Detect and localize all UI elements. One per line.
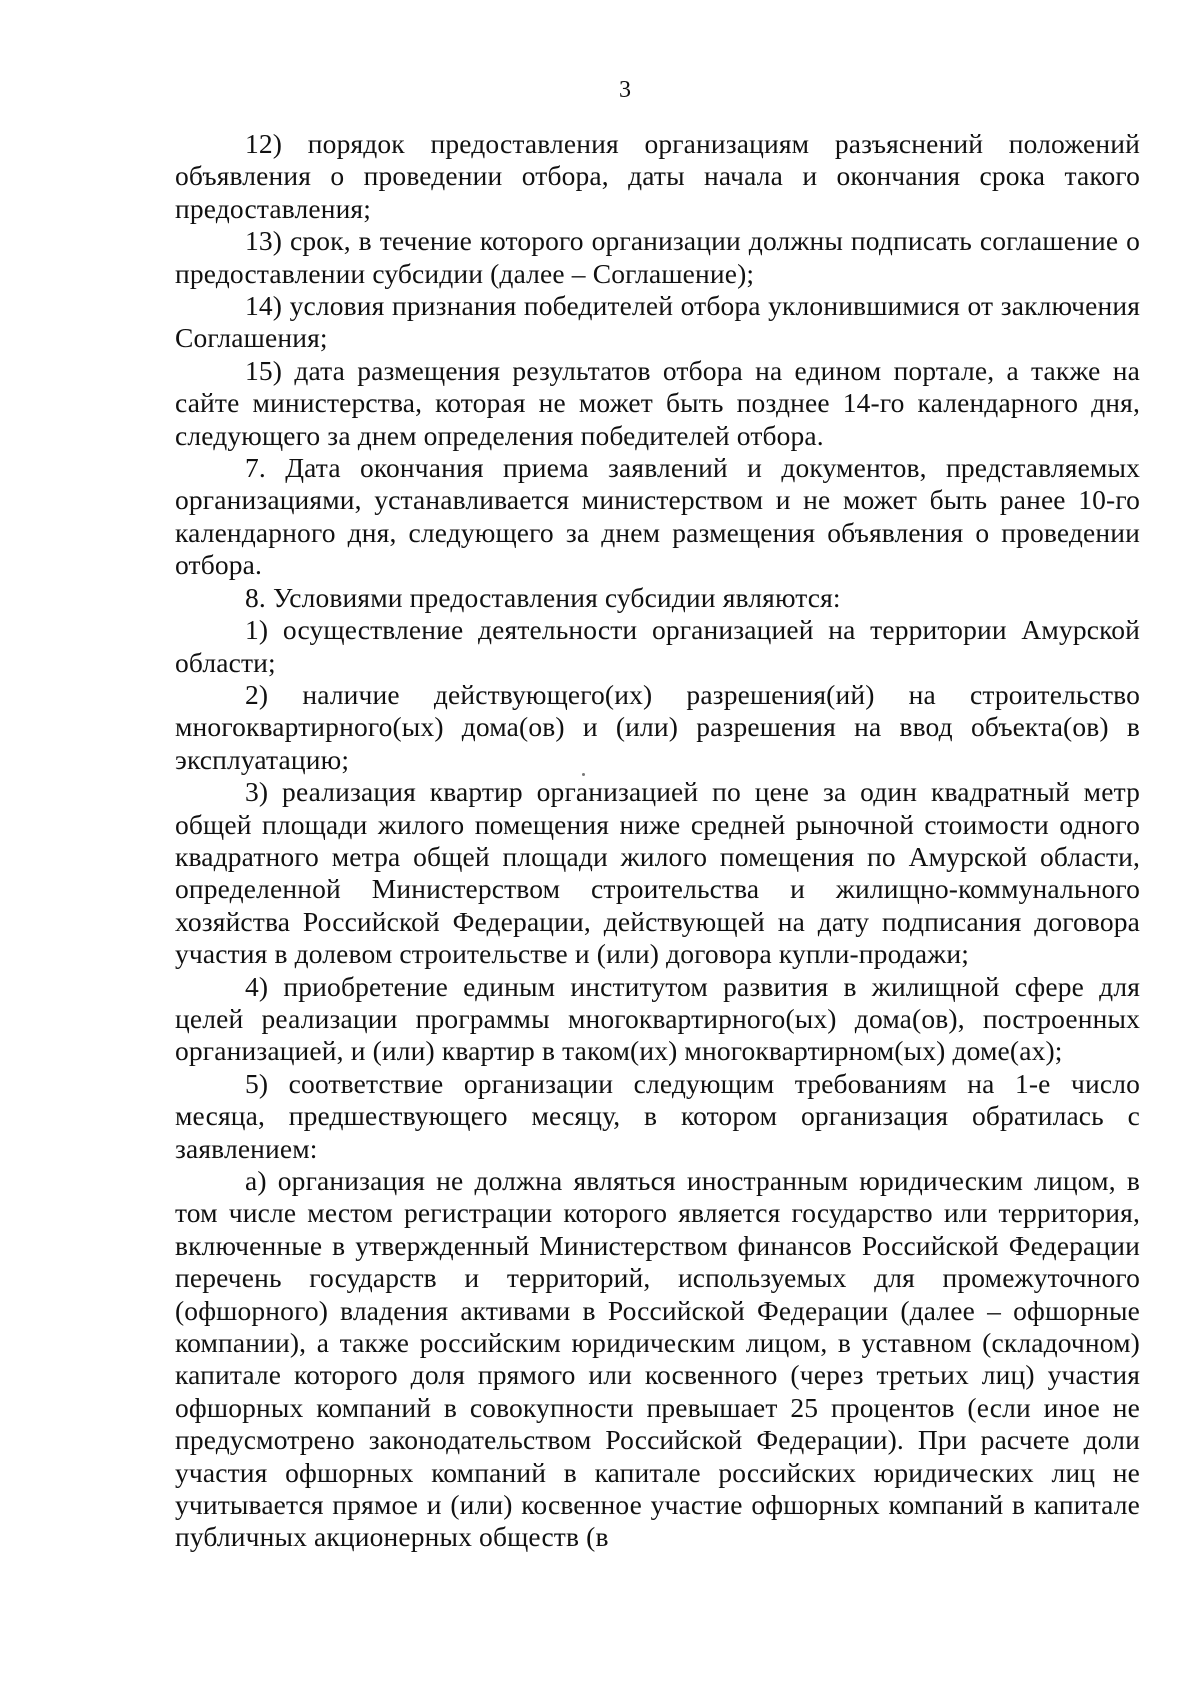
document-body [175,128,1140,1554]
condition-1-paragraph: 1) осуществление деятельности организацией на территории Амурской области; [175,614,1140,678]
item-15-paragraph: 15) дата размещения результатов отбора на едином портале, а также на сайте министерства, которая не может быть позднее 14-го календарного дня, следующего за днем определения победителей отбора. [175,354,1140,451]
item-12-paragraph: 12) порядок предоставления организациям разъяснений положений объявления о проведении отбора, даты начала и окончания срока такого предоставления; [175,128,1140,224]
scan-speck [582,773,585,776]
condition-2-paragraph: 2) наличие действующего(их) разрешения(ий) на строительство многоквартирного(ых) дома(ов) и (или) разрешения на ввод объекта(ов) в эксплуатацию; [175,678,1140,775]
condition-4-paragraph: 4) приобретение единым институтом развития в жилищной сфере для целей реализации программы многоквартирного(ых) дома(ов), построенных организацией, и (или) квартир в таком(их) многоквартирном(ых) доме(ах); [175,970,1140,1067]
condition-3-paragraph: 3) реализация квартир организацией по цене за один квадратный метр общей площади жилого помещения ниже средней рыночной стоимости одного квадратного метра общей площади жилого помещения по Амурской области, определенной Министерством строительства и жилищно-коммунального хозяйства Российской Федерации, действующей на дату подписания договора участия в долевом строительстве и (или) договора купли-продажи; [175,776,1140,970]
item-14-paragraph: 14) условия признания победителей отбора уклонившимися от заключения Соглашения; [175,290,1140,354]
requirement-a-paragraph: а) организация не должна являться иностранным юридическим лицом, в том числе местом регистрации которого является государство или территория, включенные в утвержденный Министерством финансов Российской Федерации перечень государств и территорий, используемых для промежуточного (офшорного) владения активами в Российской Федерации (далее – офшорные компании), а также российским юридическим лицом, в уставном (складочном) капитале которого доля прямого или косвенного (через третьих лиц) участия офшорных компаний в совокупности превышает 25 процентов (если иное не предусмотрено законодательством Российской Федерации). При расчете доли участия офшорных компаний в капитале российских юридических лиц не учитывается прямое и (или) косвенное участие офшорных компаний в капитале публичных акционерных обществ (в [175,1165,1140,1553]
section-8-paragraph: 8. Условиями предоставления субсидии являются: [245,581,841,613]
page-number: 3 [619,77,631,103]
item-13-paragraph: 13) срок, в течение которого организации должны подписать соглашение о предоставлении субсидии (далее – Соглашение); [175,225,1140,289]
condition-5-paragraph: 5) соответствие организации следующим требованиям на 1-е число месяца, предшествующего месяцу, в котором организация обратилась с заявлением: [175,1067,1140,1164]
section-7-paragraph: 7. Дата окончания приема заявлений и документов, представляемых организациями, устанавливается министерством и не может быть ранее 10-го календарного дня, следующего за днем размещения объявления о проведении отбора. [175,452,1140,581]
